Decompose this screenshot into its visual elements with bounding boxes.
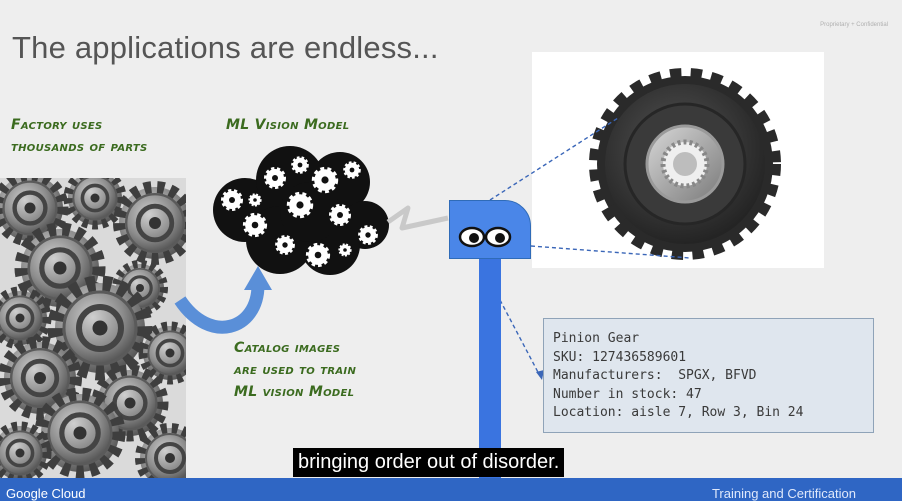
footer-section: Training and Certification [711, 486, 856, 501]
connector-line [490, 118, 618, 200]
part-manufacturers: Manufacturers: SPGX, BFVD [553, 368, 757, 383]
part-info-box [543, 318, 874, 433]
part-name: Pinion Gear [553, 331, 640, 346]
catalog-label-line: Catalog images [234, 340, 341, 356]
robot-head [449, 200, 531, 259]
part-location: Location: aisle 7, Row 3, Bin 24 [553, 405, 804, 420]
footer-brand: Google Cloud [6, 486, 86, 501]
ml-model-label: ML Vision Model [226, 117, 350, 133]
signal-zigzag [388, 208, 448, 228]
catalog-label-line: are used to train [234, 362, 357, 378]
factory-label-line: Factory uses [11, 117, 103, 133]
confidential-notice: Proprietary + Confidential [820, 22, 888, 28]
video-subtitle: bringing order out of disorder. [293, 448, 564, 477]
ml-model-cloud-icon [213, 146, 389, 275]
factory-label-line: thousands of parts [11, 139, 148, 155]
catalog-label-line: ML vision Model [234, 384, 355, 400]
connector-line [500, 300, 540, 376]
robot-eyes-icon [450, 201, 532, 260]
training-arrow-icon [180, 285, 258, 327]
part-sku: SKU: 127436589601 [553, 349, 687, 365]
part-stock: Number in stock: 47 [553, 386, 702, 402]
connector-line [531, 246, 690, 258]
slide-title: The applications are endless... [12, 30, 439, 65]
